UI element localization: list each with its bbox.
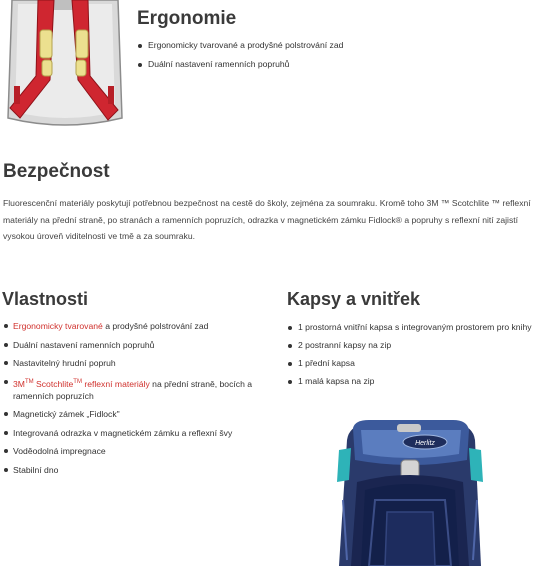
- list-item: Ergonomicky tvarované a prodyšné polstrování zad: [137, 40, 343, 51]
- highlight-text: Scotchlite: [33, 378, 74, 389]
- list-item: [3, 320, 288, 332]
- superscript: TM: [73, 378, 82, 385]
- safety-paragraph: Fluorescenční materiály poskytují potřebnou bezpečnost na cestě do školy, zejména za soumraku. Kromě toho 3M ™ Scotchlite ™ reflexní materiály na přední straně, po stranách a ramenních popruzích, odrazka v magnetickém zámku Fidlock® a popruhy s reflexní nití zajistí vysokou úroveň viditelnosti ve tmě a za soumraku.: [3, 198, 531, 241]
- pockets-title: Kapsy a vnitřek: [287, 289, 421, 309]
- list-item: 1 malá kapsa na zip: [287, 375, 542, 389]
- list-item: 2 postranní kapsy na zip: [287, 339, 542, 353]
- features-list: [3, 320, 288, 483]
- item-text: a prodyšné polstrování zad: [102, 321, 209, 331]
- list-item: 1 přední kapsa: [287, 357, 542, 371]
- list-item: Stabilní dno: [3, 464, 288, 476]
- list-item: [3, 376, 288, 402]
- highlight-text: 3M: [13, 378, 25, 389]
- list-item: Magnetický zámek „Fidlock": [3, 408, 288, 420]
- list-item: 1 prostorná vnitřní kapsa s integrovaným prostorem pro knihy: [287, 321, 542, 335]
- features-title: Vlastnosti: [2, 289, 89, 309]
- ergonomics-list: [137, 40, 343, 78]
- list-item: Duální nastavení ramenních popruhů: [137, 59, 343, 70]
- bag-brand-label: Herlitz: [415, 440, 435, 447]
- superscript: TM: [24, 378, 34, 385]
- highlight-text: reflexní materiály: [81, 378, 150, 389]
- list-item: Voděodolná impregnace: [3, 445, 288, 457]
- highlight-text: Ergonomicky tvarované: [13, 321, 103, 331]
- list-item: Nastavitelný hrudní popruh: [3, 357, 288, 369]
- ergonomics-title: Ergonomie: [137, 8, 237, 29]
- safety-title: Bezpečnost: [3, 161, 110, 182]
- list-item: Duální nastavení ramenních popruhů: [3, 339, 288, 351]
- pockets-list: [287, 321, 542, 393]
- item-text: na přední straně, bocích a ramenních popruzích: [13, 378, 253, 401]
- backpack-straps-illustration: [0, 0, 128, 140]
- open-backpack-image: [335, 420, 485, 566]
- list-item: Integrovaná odrazka v magnetickém zámku a reflexní švy: [3, 427, 288, 439]
